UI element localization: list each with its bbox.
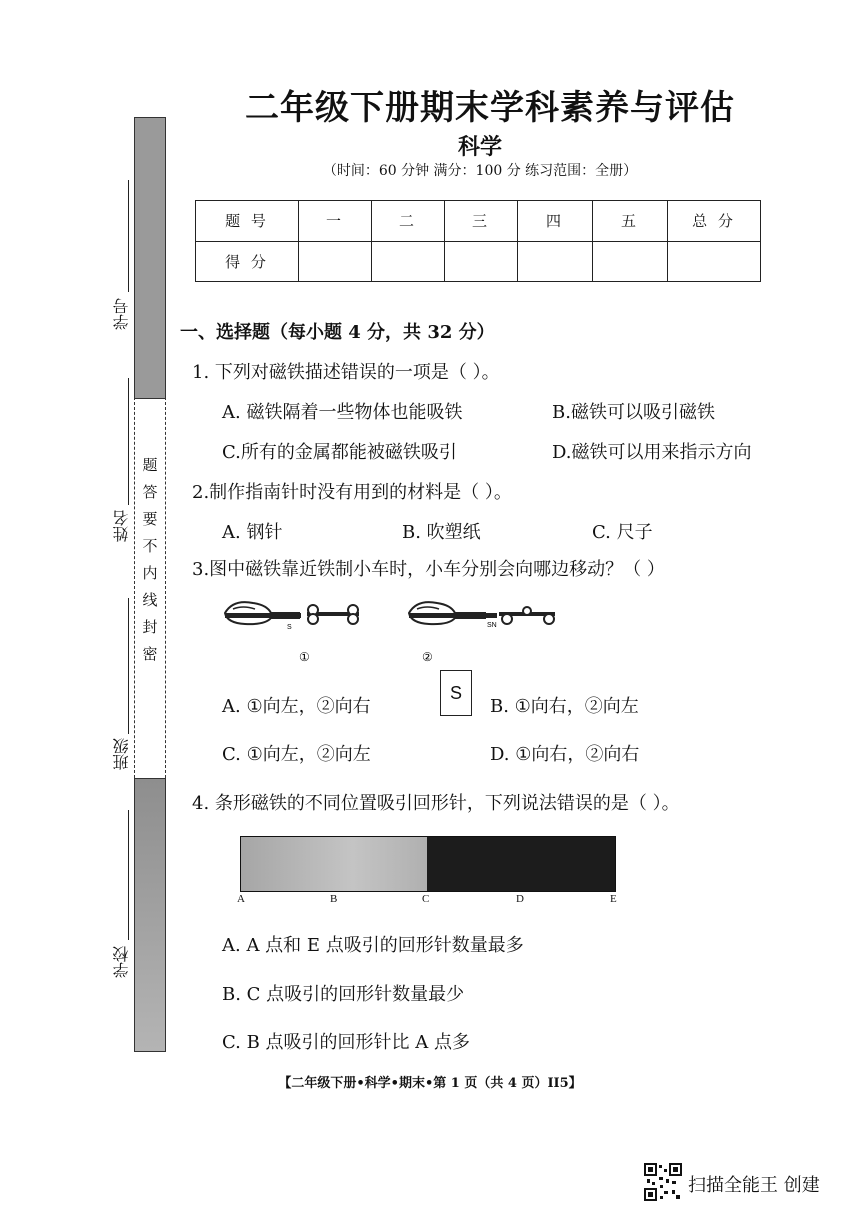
page-footer: 【二年级下册•科学•期末•第 1 页（共 4 页）II5】: [278, 1076, 582, 1091]
seal-char: 线: [142, 591, 158, 609]
table-header-cell: 四: [518, 201, 593, 242]
q4-option-a[interactable]: A. A 点和 E 点吸引的回形针数量最多: [222, 935, 524, 956]
table-header-cell: 二: [372, 201, 445, 242]
figure-2-label: ②: [422, 650, 433, 664]
seal-line-text: [136, 452, 164, 668]
seal-char: 封: [142, 618, 158, 636]
q1-option-b[interactable]: B.磁铁可以吸引磁铁: [552, 402, 715, 423]
point-label-d: D: [516, 893, 524, 905]
bar-magnet: [240, 836, 616, 892]
student-no-line[interactable]: [128, 180, 129, 292]
table-header-cell: 五: [593, 201, 668, 242]
point-label-a: A: [237, 893, 245, 905]
subject-title: 科学: [457, 135, 502, 160]
table-header-cell: 三: [445, 201, 518, 242]
name-label: 姓名: [112, 510, 131, 542]
score-cell[interactable]: [372, 241, 445, 282]
class-line[interactable]: [128, 598, 129, 734]
score-cell[interactable]: [445, 241, 518, 282]
car-figure-2: [499, 607, 555, 624]
page-title: 二年级下册期末学科素养与评估: [245, 88, 735, 128]
hand-magnet-figure-1: [225, 602, 301, 631]
point-label-c: C: [422, 893, 430, 905]
student-no-label: 学号: [112, 298, 131, 330]
q3-option-c[interactable]: C. ①向左，②向左: [222, 744, 371, 765]
question-1-stem: 1. 下列对磁铁描述错误的一项是（ ）。: [192, 362, 500, 383]
section-heading: 一、选择题（每小题 4 分，共 32 分）: [180, 322, 495, 343]
seal-char: 密: [142, 645, 158, 663]
qr-code-icon: [644, 1163, 682, 1201]
magnet-pole-label: S: [287, 624, 292, 631]
exam-meta: （时间：60 分钟 满分：100 分 练习范围：全册）: [322, 163, 638, 179]
q1-option-a[interactable]: A. 磁铁隔着一些物体也能吸铁: [222, 402, 463, 423]
q3-option-b[interactable]: B. ①向右，②向左: [490, 696, 639, 717]
scanner-watermark: 扫描全能王 创建: [688, 1175, 820, 1196]
school-line[interactable]: [128, 810, 129, 940]
seal-char: 要: [142, 510, 158, 528]
score-label-cell: 得 分: [196, 241, 299, 282]
question-4-stem: 4. 条形磁铁的不同位置吸引回形针，下列说法错误的是（ ）。: [192, 793, 680, 814]
score-cell[interactable]: [518, 241, 593, 282]
hand-magnet-figure-2: [409, 602, 497, 629]
binding-strip-bottom: [134, 778, 166, 1052]
score-cell[interactable]: [299, 241, 372, 282]
magnet-half-light: [241, 837, 427, 891]
school-label: 学校: [112, 946, 131, 978]
table-header-cell: 题 号: [196, 201, 299, 242]
q3-figure: [215, 595, 575, 670]
seal-char: 内: [142, 564, 158, 582]
q4-option-b[interactable]: B. C 点吸引的回形针数量最少: [222, 984, 465, 1005]
binding-strip-top: [134, 117, 166, 399]
seal-char: 答: [142, 483, 158, 501]
table-header-cell: 一: [299, 201, 372, 242]
score-entry-row: [196, 241, 761, 282]
q1-option-d[interactable]: D.磁铁可以用来指示方向: [552, 442, 752, 463]
question-2-stem: 2.制作指南针时没有用到的材料是（ ）。: [192, 482, 512, 503]
score-cell[interactable]: [593, 241, 668, 282]
magnet-half-dark: [427, 837, 615, 891]
name-line[interactable]: [128, 378, 129, 505]
magnet-pole-label: SN: [487, 622, 497, 629]
car-figure-1: [307, 605, 359, 624]
q2-option-c[interactable]: C. 尺子: [592, 522, 653, 543]
seal-char: 题: [142, 456, 158, 474]
q2-option-a[interactable]: A. 钢针: [222, 522, 283, 543]
class-label: 班级: [112, 738, 131, 770]
score-table: [195, 200, 761, 282]
question-3-stem: 3.图中磁铁靠近铁制小车时，小车分别会向哪边移动？（ ）: [192, 559, 665, 580]
point-label-e: E: [610, 893, 617, 905]
q4-option-c[interactable]: C. B 点吸引的回形针比 A 点多: [222, 1032, 470, 1053]
figure-1-label: ①: [299, 650, 310, 664]
q1-option-c[interactable]: C.所有的金属都能被磁铁吸引: [222, 442, 457, 463]
point-label-b: B: [330, 893, 338, 905]
q2-option-b[interactable]: B. 吹塑纸: [402, 522, 481, 543]
seal-char: 不: [142, 537, 158, 555]
table-header-cell: 总 分: [668, 201, 761, 242]
score-cell[interactable]: [668, 241, 761, 282]
q3-option-a[interactable]: A. ①向左，②向右: [222, 696, 371, 717]
score-header-row: [196, 201, 761, 242]
magnet-s-box: S: [440, 670, 472, 716]
q3-option-d[interactable]: D. ①向右，②向右: [490, 744, 640, 765]
